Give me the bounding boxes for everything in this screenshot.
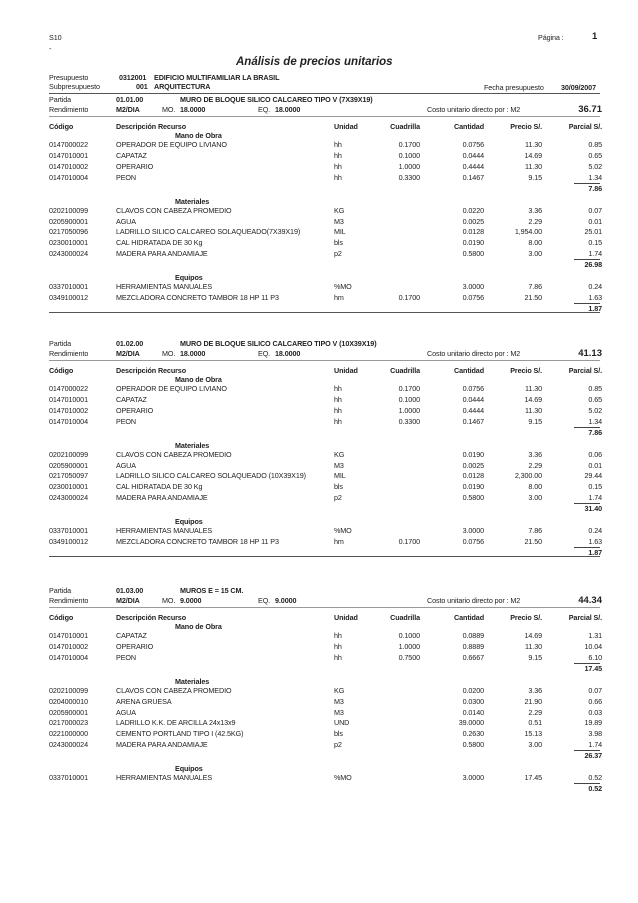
group-heading: Equipos	[175, 764, 203, 774]
row-parcial: 0.01	[588, 216, 602, 226]
subpresupuesto-name: ARQUITECTURA	[154, 82, 211, 91]
row-precio: 11.30	[525, 140, 542, 149]
row-codigo: 0202100099	[49, 205, 88, 215]
row-cantidad: 0.0300	[462, 696, 484, 706]
row-cantidad: 0.0756	[462, 140, 484, 149]
row-cuadrilla: 1.0000	[398, 161, 420, 171]
row-codigo: 0337010001	[49, 773, 88, 783]
row-codigo: 0243000024	[49, 740, 88, 750]
row-descripcion: MEZCLADORA CONCRETO TAMBOR 18 HP 11 P3	[116, 537, 279, 546]
row-unidad: hh	[334, 140, 342, 149]
col-codigo: Código	[49, 122, 74, 131]
row-descripcion: CAPATAZ	[116, 150, 147, 160]
row-parcial: 5.02	[588, 161, 602, 171]
row-precio: 3.00	[528, 740, 542, 750]
col-precio: Precio S/.	[510, 613, 542, 622]
row-unidad: MIL	[334, 227, 346, 237]
section-divider	[49, 116, 600, 117]
row-precio: 2.29	[528, 460, 542, 470]
group-subtotal: 1.87	[588, 547, 602, 557]
row-precio: 14.69	[524, 631, 542, 640]
row-descripcion: HERRAMIENTAS MANUALES	[116, 282, 213, 292]
row-codigo: 0147010001	[49, 631, 88, 640]
row-precio: 1,954.00	[514, 227, 542, 237]
row-cantidad: 0.0025	[462, 460, 484, 470]
group-subtotal: 26.37	[584, 751, 602, 761]
row-cantidad: 0.5800	[462, 740, 484, 750]
row-unidad: hm	[334, 293, 344, 302]
page-label: Página :	[538, 33, 564, 42]
row-cuadrilla: 0.1700	[398, 293, 420, 302]
row-cuadrilla: 0.3300	[398, 416, 420, 426]
row-descripcion: LADRILLO K.K. DE ARCILLA 24x13x9	[116, 718, 236, 728]
mo-value: 9.0000	[180, 596, 202, 605]
row-cantidad: 0.0128	[462, 471, 484, 481]
row-unidad: hh	[334, 405, 342, 415]
row-descripcion: OPERARIO	[116, 641, 154, 651]
row-cuadrilla: 1.0000	[398, 405, 420, 415]
partida-code: 01.03.00	[116, 586, 144, 595]
group-heading: Materiales	[175, 440, 210, 450]
costo-value: 36.71	[578, 104, 602, 115]
costo-value: 41.13	[578, 348, 602, 359]
row-descripcion: PEON	[116, 416, 136, 426]
col-precio: Precio S/.	[510, 366, 542, 375]
partida-end-divider	[49, 312, 600, 313]
row-codigo: 0205900001	[49, 216, 88, 226]
row-precio: 7.86	[528, 526, 542, 536]
col-parcial: Parcial S/.	[568, 613, 602, 622]
row-unidad: hh	[334, 394, 342, 404]
row-unidad: M3	[334, 696, 344, 706]
row-cantidad: 0.0444	[462, 150, 484, 160]
row-precio: 9.15	[528, 416, 542, 426]
eq-label: EQ.	[258, 596, 271, 605]
page-number: 1	[592, 31, 598, 42]
rendimiento-label: Rendimiento	[49, 105, 89, 114]
row-descripcion: MEZCLADORA CONCRETO TAMBOR 18 HP 11 P3	[116, 293, 279, 302]
row-cantidad: 0.6667	[462, 652, 484, 662]
row-codigo: 0147010002	[49, 161, 88, 171]
row-codigo: 0243000024	[49, 249, 88, 259]
row-parcial: 1.34	[588, 416, 602, 426]
row-parcial: 0.01	[588, 460, 602, 470]
row-cuadrilla: 0.7500	[398, 652, 420, 662]
row-cantidad: 0.0190	[462, 238, 484, 248]
row-descripcion: CAPATAZ	[116, 394, 147, 404]
row-cantidad: 0.0190	[462, 482, 484, 492]
rendimiento-label: Rendimiento	[49, 349, 89, 358]
row-codigo: 0221000000	[49, 729, 88, 739]
partida-code: 01.01.00	[116, 95, 144, 104]
col-unidad: Unidad	[334, 122, 358, 131]
partida-label: Partida	[49, 586, 72, 595]
row-unidad: p2	[334, 249, 342, 259]
partida-name: MUROS E = 15 CM.	[180, 586, 244, 595]
eq-value: 18.0000	[275, 105, 301, 114]
row-unidad: hh	[334, 172, 342, 182]
row-codigo: 0147010001	[49, 394, 88, 404]
rendimiento-unit: M2/DIA	[116, 596, 140, 605]
header-dot: -	[49, 44, 52, 53]
row-precio: 0.51	[528, 718, 542, 728]
subpresupuesto-label: Subpresupuesto	[49, 82, 100, 91]
row-parcial: 3.98	[588, 729, 602, 739]
row-unidad: KG	[334, 685, 345, 695]
row-cantidad: 0.5800	[462, 493, 484, 503]
row-descripcion: LADRILLO SILICO CALCAREO SOLAQUEADO(7X39X19)	[116, 227, 301, 237]
row-cantidad: 0.4444	[462, 405, 484, 415]
row-parcial: 0.24	[588, 282, 602, 292]
mo-label: MO.	[162, 596, 176, 605]
row-parcial: 0.65	[588, 394, 602, 404]
row-descripcion: PEON	[116, 652, 136, 662]
row-precio: 21.90	[524, 696, 542, 706]
partida-code: 01.02.00	[116, 339, 144, 348]
row-parcial: 10.04	[584, 641, 602, 651]
row-unidad: hh	[334, 641, 342, 651]
row-codigo: 0217050097	[49, 471, 88, 481]
row-cuadrilla: 0.1000	[398, 150, 420, 160]
row-cantidad: 0.1467	[462, 172, 484, 182]
row-parcial: 1.74	[588, 493, 602, 503]
row-parcial: 0.06	[588, 449, 602, 459]
row-cantidad: 0.2630	[462, 729, 484, 739]
row-codigo: 0337010001	[49, 526, 88, 536]
row-codigo: 0147010002	[49, 405, 88, 415]
row-precio: 21.50	[524, 537, 542, 546]
row-precio: 3.36	[528, 205, 542, 215]
fecha-value: 30/09/2007	[561, 83, 596, 92]
row-descripcion: CEMENTO PORTLAND TIPO I (42.5KG)	[116, 729, 244, 739]
row-parcial: 0.15	[588, 238, 602, 248]
row-descripcion: AGUA	[116, 216, 136, 226]
section-divider	[49, 360, 600, 361]
row-precio: 2.29	[528, 707, 542, 717]
row-parcial: 0.85	[588, 140, 602, 149]
row-cantidad: 0.4444	[462, 161, 484, 171]
row-unidad: hh	[334, 631, 342, 640]
partida-label: Partida	[49, 339, 72, 348]
row-parcial: 0.52	[588, 773, 602, 783]
row-unidad: hh	[334, 150, 342, 160]
row-cantidad: 0.0756	[462, 537, 484, 546]
row-cantidad: 0.0756	[462, 384, 484, 393]
row-cantidad: 0.0220	[462, 205, 484, 215]
group-subtotal: 1.87	[588, 303, 602, 313]
row-unidad: p2	[334, 493, 342, 503]
row-cantidad: 0.5800	[462, 249, 484, 259]
row-parcial: 25.01	[584, 227, 602, 237]
row-descripcion: CLAVOS CON CABEZA PROMEDIO	[116, 205, 232, 215]
row-codigo: 0147010004	[49, 172, 88, 182]
row-parcial: 1.31	[588, 631, 602, 640]
costo-label: Costo unitario directo por : M2	[427, 596, 521, 605]
row-cuadrilla: 0.3300	[398, 172, 420, 182]
mo-value: 18.0000	[180, 105, 206, 114]
row-cantidad: 3.0000	[462, 282, 484, 292]
presupuesto-name: EDIFICIO MULTIFAMILIAR LA BRASIL	[154, 73, 280, 82]
eq-value: 9.0000	[275, 596, 297, 605]
partida-name: MURO DE BLOQUE SILICO CALCAREO TIPO V (10X39X19)	[180, 339, 377, 348]
row-unidad: bls	[334, 482, 343, 492]
row-codigo: 0204000010	[49, 696, 88, 706]
row-descripcion: HERRAMIENTAS MANUALES	[116, 526, 213, 536]
row-codigo: 0147010001	[49, 150, 88, 160]
col-cuadrilla: Cuadrilla	[390, 366, 420, 375]
col-descripcion: Descripción Recurso	[116, 122, 186, 131]
row-cantidad: 0.0128	[462, 227, 484, 237]
row-parcial: 0.24	[588, 526, 602, 536]
row-descripcion: MADERA PARA ANDAMIAJE	[116, 249, 208, 259]
row-cantidad: 0.0025	[462, 216, 484, 226]
presupuesto-label: Presupuesto	[49, 73, 89, 82]
col-cantidad: Cantidad	[454, 122, 484, 131]
row-precio: 21.50	[524, 293, 542, 302]
row-cantidad: 3.0000	[462, 773, 484, 783]
partida-name: MURO DE BLOQUE SILICO CALCAREO TIPO V (7X39X19)	[180, 95, 373, 104]
col-unidad: Unidad	[334, 366, 358, 375]
row-descripcion: OPERADOR DE EQUIPO LIVIANO	[116, 384, 227, 393]
fecha-label: Fecha presupuesto	[484, 83, 544, 92]
col-parcial: Parcial S/.	[568, 122, 602, 131]
subpresupuesto-code: 001	[136, 82, 148, 91]
col-codigo: Código	[49, 366, 74, 375]
row-descripcion: OPERARIO	[116, 161, 154, 171]
row-codigo: 0147010004	[49, 416, 88, 426]
row-parcial: 29.44	[584, 471, 602, 481]
row-codigo: 0337010001	[49, 282, 88, 292]
header-divider	[49, 93, 600, 94]
mo-label: MO.	[162, 105, 176, 114]
row-descripcion: HERRAMIENTAS MANUALES	[116, 773, 213, 783]
row-precio: 11.30	[525, 405, 542, 415]
row-descripcion: AGUA	[116, 460, 136, 470]
row-descripcion: MADERA PARA ANDAMIAJE	[116, 493, 208, 503]
row-unidad: hm	[334, 537, 344, 546]
row-parcial: 0.03	[588, 707, 602, 717]
row-precio: 9.15	[528, 652, 542, 662]
partida-end-divider	[49, 556, 600, 557]
row-unidad: M3	[334, 707, 344, 717]
presupuesto-code: 0312001	[119, 73, 147, 82]
row-cuadrilla: 1.0000	[398, 641, 420, 651]
group-heading: Materiales	[175, 676, 210, 686]
costo-value: 44.34	[578, 595, 602, 606]
group-subtotal: 7.86	[588, 183, 602, 193]
row-precio: 11.30	[525, 161, 542, 171]
row-parcial: 0.15	[588, 482, 602, 492]
row-parcial: 1.63	[588, 293, 602, 302]
row-unidad: %MO	[334, 773, 352, 783]
section-divider	[49, 607, 600, 608]
partida-label: Partida	[49, 95, 72, 104]
row-parcial: 0.66	[588, 696, 602, 706]
row-codigo: 0147010004	[49, 652, 88, 662]
row-unidad: UND	[334, 718, 350, 728]
rendimiento-label: Rendimiento	[49, 596, 89, 605]
row-precio: 2.29	[528, 216, 542, 226]
row-codigo: 0147000022	[49, 140, 88, 149]
row-precio: 17.45	[524, 773, 542, 783]
row-unidad: hh	[334, 416, 342, 426]
row-cantidad: 3.0000	[462, 526, 484, 536]
row-unidad: hh	[334, 652, 342, 662]
row-codigo: 0205900001	[49, 707, 88, 717]
col-cantidad: Cantidad	[454, 366, 484, 375]
row-parcial: 0.07	[588, 205, 602, 215]
row-cantidad: 0.8889	[462, 641, 484, 651]
row-codigo: 0217000023	[49, 718, 88, 728]
row-parcial: 1.74	[588, 740, 602, 750]
row-cuadrilla: 0.1700	[398, 140, 420, 149]
row-codigo: 0205900001	[49, 460, 88, 470]
row-parcial: 1.34	[588, 172, 602, 182]
group-subtotal: 17.45	[584, 663, 602, 673]
row-codigo: 0202100099	[49, 685, 88, 695]
row-unidad: bls	[334, 238, 343, 248]
row-unidad: hh	[334, 384, 342, 393]
row-codigo: 0217050096	[49, 227, 88, 237]
eq-value: 18.0000	[275, 349, 301, 358]
row-unidad: bls	[334, 729, 343, 739]
eq-label: EQ.	[258, 105, 271, 114]
row-precio: 9.15	[528, 172, 542, 182]
costo-label: Costo unitario directo por : M2	[427, 105, 521, 114]
row-codigo: 0243000024	[49, 493, 88, 503]
row-precio: 7.86	[528, 282, 542, 292]
row-codigo: 0147000022	[49, 384, 88, 393]
group-subtotal: 31.40	[584, 504, 602, 514]
col-descripcion: Descripción Recurso	[116, 366, 186, 375]
rendimiento-unit: M2/DIA	[116, 349, 140, 358]
row-descripcion: OPERADOR DE EQUIPO LIVIANO	[116, 140, 227, 149]
row-cantidad: 0.0756	[462, 293, 484, 302]
rendimiento-unit: M2/DIA	[116, 105, 140, 114]
group-heading: Equipos	[175, 273, 203, 283]
row-cuadrilla: 0.1700	[398, 384, 420, 393]
group-subtotal: 7.86	[588, 427, 602, 437]
row-unidad: p2	[334, 740, 342, 750]
row-parcial: 19.89	[584, 718, 602, 728]
row-parcial: 5.02	[588, 405, 602, 415]
costo-label: Costo unitario directo por : M2	[427, 349, 521, 358]
row-codigo: 0349100012	[49, 537, 88, 546]
row-codigo: 0230010001	[49, 238, 88, 248]
row-cantidad: 0.0889	[462, 631, 484, 640]
row-cuadrilla: 0.1000	[398, 394, 420, 404]
mo-value: 18.0000	[180, 349, 206, 358]
row-unidad: %MO	[334, 282, 352, 292]
row-cantidad: 0.0200	[462, 685, 484, 695]
eq-label: EQ.	[258, 349, 271, 358]
row-descripcion: MADERA PARA ANDAMIAJE	[116, 740, 208, 750]
col-unidad: Unidad	[334, 613, 358, 622]
row-descripcion: ARENA GRUESA	[116, 696, 172, 706]
row-cantidad: 0.0190	[462, 449, 484, 459]
row-parcial: 1.63	[588, 537, 602, 546]
row-descripcion: CAL HIDRATADA DE 30 Kg	[116, 482, 203, 492]
mo-label: MO.	[162, 349, 176, 358]
row-cantidad: 39.0000	[458, 718, 484, 728]
row-precio: 15.13	[524, 729, 542, 739]
row-precio: 11.30	[525, 641, 542, 651]
row-precio: 14.69	[524, 150, 542, 160]
row-descripcion: CAL HIDRATADA DE 30 Kg	[116, 238, 203, 248]
row-codigo: 0349100012	[49, 293, 88, 302]
row-descripcion: AGUA	[116, 707, 136, 717]
row-unidad: M3	[334, 216, 344, 226]
row-precio: 8.00	[528, 238, 542, 248]
group-heading: Materiales	[175, 196, 210, 206]
row-precio: 3.36	[528, 449, 542, 459]
col-parcial: Parcial S/.	[568, 366, 602, 375]
row-cantidad: 0.1467	[462, 416, 484, 426]
row-cantidad: 0.0140	[462, 707, 484, 717]
col-descripcion: Descripción Recurso	[116, 613, 186, 622]
row-precio: 2,300.00	[514, 471, 542, 481]
row-unidad: %MO	[334, 526, 352, 536]
group-heading: Mano de Obra	[175, 131, 222, 140]
group-subtotal: 0.52	[588, 784, 602, 793]
row-precio: 11.30	[525, 384, 542, 393]
row-descripcion: CLAVOS CON CABEZA PROMEDIO	[116, 685, 232, 695]
row-parcial: 0.07	[588, 685, 602, 695]
report-code: S10	[49, 33, 62, 42]
row-unidad: M3	[334, 460, 344, 470]
col-precio: Precio S/.	[510, 122, 542, 131]
row-precio: 3.36	[528, 685, 542, 695]
row-descripcion: CLAVOS CON CABEZA PROMEDIO	[116, 449, 232, 459]
col-cuadrilla: Cuadrilla	[390, 613, 420, 622]
row-unidad: KG	[334, 205, 345, 215]
row-parcial: 0.85	[588, 384, 602, 393]
row-precio: 3.00	[528, 493, 542, 503]
page-title: Análisis de precios unitarios	[236, 56, 393, 68]
col-cuadrilla: Cuadrilla	[390, 122, 420, 131]
group-heading: Equipos	[175, 517, 203, 527]
row-precio: 3.00	[528, 249, 542, 259]
row-cuadrilla: 0.1000	[398, 631, 420, 640]
row-codigo: 0230010001	[49, 482, 88, 492]
row-parcial: 1.74	[588, 249, 602, 259]
row-codigo: 0147010002	[49, 641, 88, 651]
row-unidad: hh	[334, 161, 342, 171]
row-descripcion: PEON	[116, 172, 136, 182]
row-unidad: MIL	[334, 471, 346, 481]
group-heading: Mano de Obra	[175, 622, 222, 631]
row-parcial: 0.65	[588, 150, 602, 160]
row-precio: 8.00	[528, 482, 542, 492]
row-descripcion: LADRILLO SILICO CALCAREO SOLAQUEADO (10X39X19)	[116, 471, 306, 481]
row-codigo: 0202100099	[49, 449, 88, 459]
row-unidad: KG	[334, 449, 345, 459]
col-codigo: Código	[49, 613, 74, 622]
row-descripcion: CAPATAZ	[116, 631, 147, 640]
row-cantidad: 0.0444	[462, 394, 484, 404]
col-cantidad: Cantidad	[454, 613, 484, 622]
row-precio: 14.69	[524, 394, 542, 404]
row-parcial: 6.10	[588, 652, 602, 662]
group-heading: Mano de Obra	[175, 375, 222, 384]
row-cuadrilla: 0.1700	[398, 537, 420, 546]
row-descripcion: OPERARIO	[116, 405, 154, 415]
group-subtotal: 26.98	[584, 260, 602, 270]
